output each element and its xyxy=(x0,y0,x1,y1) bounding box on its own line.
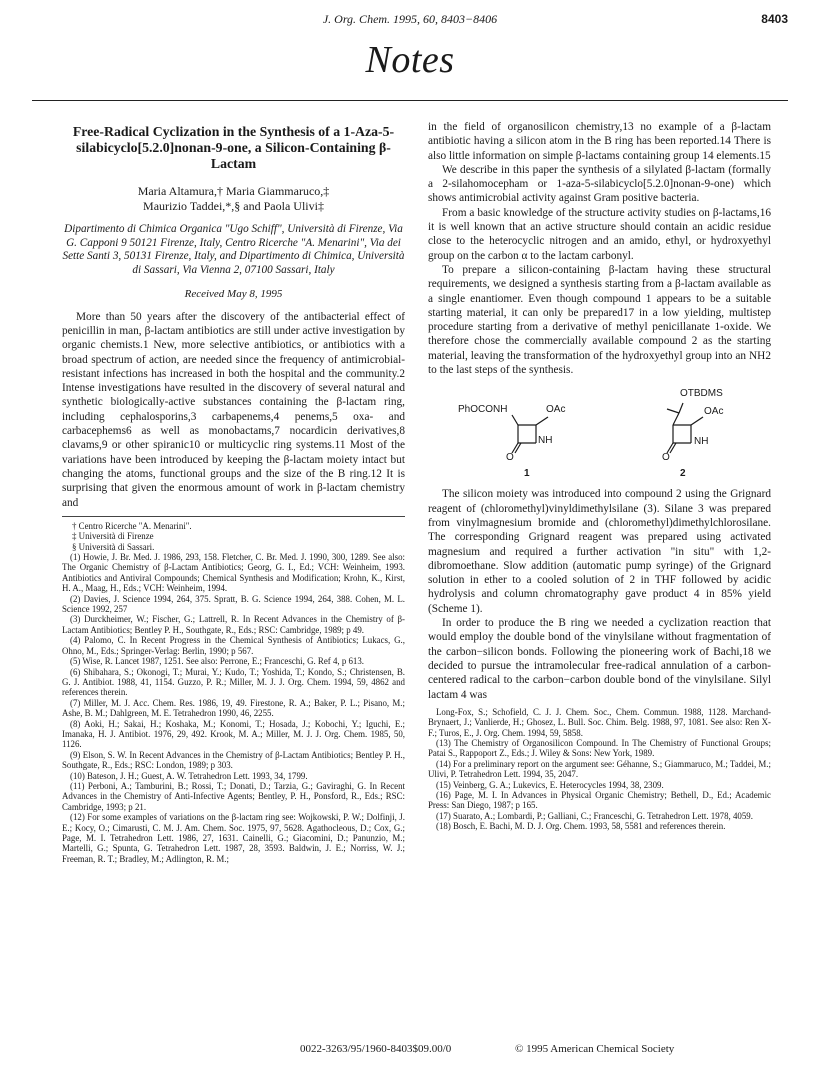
copyright: © 1995 American Chemical Society xyxy=(515,1043,675,1055)
body-paragraph: From a basic knowledge of the structure activity studies on β-lactams,16 it is well known that an active structure should contain an acidic residue close to the heterocyclic nitrogen and an amido, ethyl, or hydroxyethyl group on the carbon α to the lactam carbonyl. xyxy=(428,206,771,262)
body-paragraph: We describe in this paper the synthesis of a silylated β-lactam (formally a 2-silahomocepham or 1-aza-5-silabicyclo[5.2.0]nonan-9-one) which shows antimicrobial activity against Gram positive bacteria. xyxy=(428,163,771,205)
authors xyxy=(62,184,405,214)
reference: (14) For a preliminary report on the argument see: Géhanne, S.; Giammaruco, M.; Taddei, M.; Ulivi, P. Tetrahedron Lett. 1994, 35, 2047. xyxy=(428,758,771,780)
reference: (11) Perboni, A.; Tamburini, B.; Rossi, T.; Donati, D.; Tarzia, G.; Gaviraghi, G. In Recent Advances in the Chemistry of Anti-Infective Agents; Bentley, P. H., Ponsford, R., Eds.; RSC: Cambridge, 1993; p 21. xyxy=(62,780,405,812)
reference: (18) Bosch, E. Bachi, M. D. J. Org. Chem. 1993, 58, 5581 and references therein. xyxy=(436,821,726,832)
compound-1-substituent: PhOCONH xyxy=(458,404,508,416)
reference: (3) Durckheimer, W.; Fischer, G.; Lattrell, R. In Recent Advances in the Chemistry of β-Lactam Antibiotics; Bentley P. H., Southgate, R., Eds.; RSC: Cambridge, 1989; p 49. xyxy=(62,614,405,635)
received-date: Received May 8, 1995 xyxy=(184,288,283,301)
journal-reference: J. Org. Chem. 1995, 60, 8403−8406 xyxy=(322,12,498,26)
reference: (13) The Chemistry of Organosilicon Compound. In The Chemistry of Functional Groups; Patai S., Rappoport Z., Eds.; J. Wiley & Sons: New York, 1989. xyxy=(428,738,771,759)
reference: (8) Aoki, H.; Sakai, H.; Koshaka, M.; Konomi, T.; Hosada, J.; Kobochi, Y.; Iguchi, E.; Imanaka, H. J. Antibiot. 1976, 29, 492. Krook, M. A.; Miller, M. J. J. Org. Chem. 1985, 50, 1126. xyxy=(62,718,405,750)
compound-1-nh: NH xyxy=(538,435,553,447)
authors-line-2: Maurizio Taddei,*,§ and Paola Ulivi‡ xyxy=(143,199,324,213)
left-column xyxy=(62,120,405,864)
compound-2-otbdms: OTBDMS xyxy=(680,388,723,400)
reference: (7) Miller, M. J. Acc. Chem. Res. 1986, 19, 49. Firestone, R. A.; Baker, P. L.; Pisano, M.; Ashe, B. M.; Dahlgreen, M. E. Tetrahedron 1990, 46, 2255. xyxy=(62,697,405,719)
reference: Long-Fox, S.; Schofield, C. J. J. Chem. Soc., Chem. Commun. 1988, 1128. Marchand-Brynaert, J.; Vanlierde, H.; Ghosez, L. Bull. Soc. Chim. Belg. 1988, 97, 1081. See also: Ren X-F.; Turos, E., J. Org. Chem. 1994, 59, 5858. xyxy=(428,706,771,738)
footnotes-references xyxy=(62,516,405,864)
reference: (10) Bateson, J. H.; Guest, A. W. Tetrahedron Lett. 1993, 34, 1799. xyxy=(70,770,308,781)
reference: (6) Shibahara, S.; Okonogi, T.; Murai, Y.; Kudo, T.; Yoshida, T.; Kondo, S.; Christensen, B. G. J. Antibiot. 1988, 41, 1154. Guzzo, P. R.; Miller, M. J. J. Org. Chem. 1994, 59, 4862 and references therein. xyxy=(62,666,405,698)
compound-structures xyxy=(428,383,771,479)
compound-2-nh: NH xyxy=(694,436,709,448)
compound-2-carbonyl-o: O xyxy=(662,452,670,464)
footnote: § Università di Sassari. xyxy=(72,541,155,552)
reference: (4) Palomo, C. In Recent Progress in the Chemical Synthesis of Antibiotics; Lukacs, G., Ohno, M., Eds.; Springer-Verlag: Berlin, 1990; p 567. xyxy=(62,635,405,656)
reference: (1) Howie, J. Br. Med. J. 1986, 293, 158. Fletcher, C. Br. Med. J. 1990, 300, 1289. See also: The Organic Chemistry of β-Lactam Antibiotics; Georg, G. I., Ed.; VCH: Weinheim, 1993. Antibiotics and Antiviral Compounds; Chemical Synthesis and Modification; Krohn, K., Kirst, H. A., Maag, H., Eds.; VCH: Weinheim, 1994. xyxy=(62,552,405,594)
body-paragraph: The silicon moiety was introduced into compound 2 using the Grignard reagent of (chloromethyl)vinyldimethylsilane (3). Silane 3 was prepared from vinylmagnesium bromide and (chloromethyl)dimethylchlorosilane. The corresponding Grignard reagent was prepared using activated magnesium and required a further activation "in situ" with 1,2-dibromoethane. Slow addition (automatic pump syringe) of the Grignard solution in ether to a cooled solution of 2 in THF followed by acidic hydrolysis and column chromatography gave product 4 in 85% yield (Scheme 1). xyxy=(428,488,771,615)
reference: (17) Suarato, A.; Lombardi, P.; Galliani, C.; Franceschi, G. Tetrahedron Lett. 1978, 4059. xyxy=(436,810,753,821)
reference: (16) Page, M. I. In Advances in Physical Organic Chemistry; Bethell, D., Ed.; Academic Press: San Diego, 1987; p 165. xyxy=(428,790,771,811)
reference: (15) Veinberg, G. A.; Lukevics, E. Heterocycles 1994, 38, 2309. xyxy=(436,779,664,790)
compound-2-number: 2 xyxy=(680,468,686,480)
footnote: ‡ Università di Firenze xyxy=(72,531,154,542)
authors-line-1: Maria Altamura,† Maria Giammaruco,‡ xyxy=(137,184,330,198)
reference: (9) Elson, S. W. In Recent Advances in the Chemistry of β-Lactam Antibiotics; Bentley P. H., Southgate, R., Eds.; RSC: London, 1989; p 303. xyxy=(62,749,405,771)
right-column xyxy=(428,120,771,832)
references-continued xyxy=(428,707,771,832)
body-paragraph: To prepare a silicon-containing β-lactam having these structural requirements, we designed a synthesis starting from a β-lactam available as a single enantiomer. Even though compound 1 appears to be a suitable starting material, it can only be prepared17 in a low yielding, multistep procedure starting from a derivative of methyl penicillanate 1-oxide. We therefore chose the commercially available compound 2 as the starting material, leaving the transformation of the hydroxyethyl group into an NH2 to the last steps of the synthesis. xyxy=(428,263,771,377)
footnote: † Centro Ricerche "A. Menarini". xyxy=(72,520,192,531)
article-title: Free-Radical Cyclization in the Synthesis of a 1-Aza-5-silabicyclo[5.2.0]nonan-9-one, a Silicon-Containing β-Lactam xyxy=(72,124,395,171)
section-title: Notes xyxy=(365,39,455,81)
compound-1-oac: OAc xyxy=(546,404,566,416)
reference: (12) For some examples of variations on the β-lactam ring see: Wojkowski, P. W.; Dolfinji, J. E.; Kocy, O.; Cimarusti, C. M. J. Am. Chem. Soc. 1975, 97, 5628. Agathocleous, D.; Cox, G.; Page, M. I. Tetrahedron Lett. 1986, 27, 1631. Cainelli, G.; Giacomini, D.; Panunzio, M.; Martelli, G.; Spunta, G. Tetrahedron Lett. 1987, 28, 3593. Baldwin, J. E.; Norriss, W. J.; Freeman, R. T.; Bradley, M.; Adlington, R. M.; xyxy=(62,812,405,864)
body-paragraph: More than 50 years after the discovery of the antibacterial effect of penicillin in man, β-lactam antibiotics are still under active investigation by organic chemists.1 New, more selective antibiotics, or antibiotics with a broad spectrum of action, are needed since the frequency of antimicrobial-resistant infections has increased in both the hospital and the community.2 Intense investigations have resulted in the discovery of several natural and synthetic biologically-active substances containing the β-lactam ring, including cephalosporins,3 carbapenems,4 penems,5 oxa- and carbacephems6 as well as monobactams,7 nocardicin derivatives,8 clavams,9 or other spiranic10 or multicyclic ring systems.11 Most of the variations have been introduced by keeping the β-lactam moiety intact but changing the atoms, functional groups and the size of the B ring.12 It is surprising that given the enormous amount of work in β-lactam chemistry and xyxy=(62,310,405,509)
page-number: 8403 xyxy=(761,12,788,26)
body-paragraph: In order to produce the B ring we needed a cyclization reaction that would employ the double bond of the vinylsilane without fragmentation of the carbon−silicon bonds. Following the pioneering work of Bachi,18 we decided to pursue the intramolecular free-radical annulation of a carbon-centered radical to the carbon−carbon double bond of the vinylsilane. Silyl lactam 4 was xyxy=(428,617,771,701)
reference: (2) Davies, J. Science 1994, 264, 375. Spratt, B. G. Science 1994, 264, 388. Cohen, M. L. Science 1992, 257 xyxy=(62,593,405,615)
article-code: 0022-3263/95/1960-8403$09.00/0 xyxy=(300,1043,452,1055)
running-header xyxy=(0,10,820,30)
reference: (5) Wise, R. Lancet 1987, 1251. See also: Perrone, E.; Franceschi, G. Ref 4, p 613. xyxy=(70,656,365,667)
affiliation: Dipartimento di Chimica Organica "Ugo Schiff", Università di Firenze, Via G. Capponi 9 50121 Firenze, Italy, Centro Ricerche "A. Menarini", Via dei Sette Santi 3, 50131 Firenze, Italy, and Dipartimento di Chimica, Università di Sassari, Via Vienna 2, 07100 Sassari, Italy xyxy=(62,223,405,276)
compound-1-number: 1 xyxy=(524,468,530,480)
header-rule xyxy=(32,100,788,101)
compound-2-oac: OAc xyxy=(704,406,724,418)
compound-1-carbonyl-o: O xyxy=(506,452,514,464)
body-paragraph: in the field of organosilicon chemistry,13 no example of a β-lactam antibiotic having a silicon atom in the B ring has been reported.14 There is also little information on simple β-lactams containing group 14 elements.15 xyxy=(428,121,771,162)
